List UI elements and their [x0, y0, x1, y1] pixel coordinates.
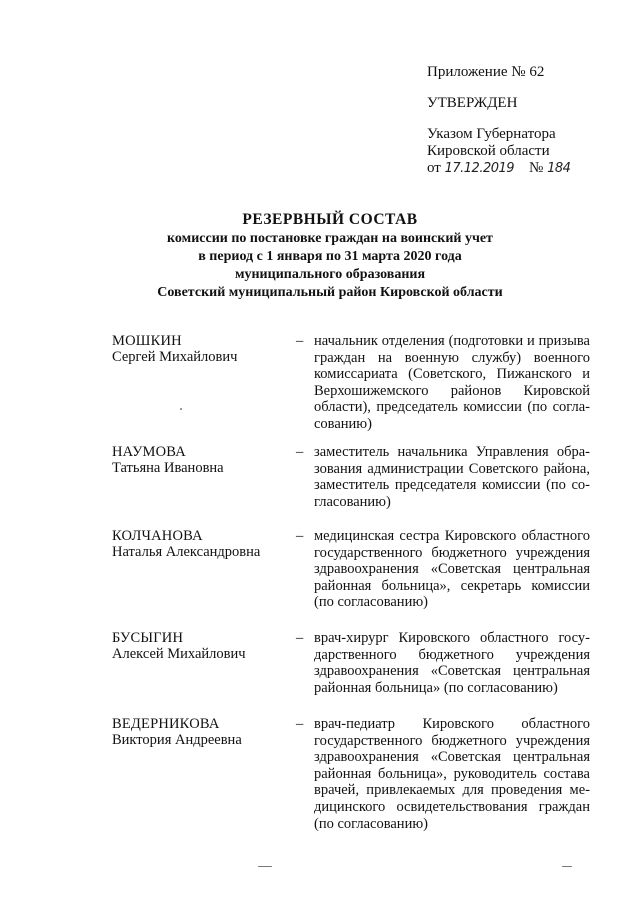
- scan-speck: [180, 408, 182, 410]
- member-role: заместитель начальника Управления образования администрации Советского района, заместитель председателя комиссии (по согласованию): [314, 444, 590, 510]
- entry-dash: –: [296, 444, 304, 460]
- title-main: РЕЗЕРВНЫЙ СОСТАВ: [242, 211, 418, 228]
- member-given-names: Татьяна Ивановна: [112, 460, 224, 476]
- date-prefix: от: [427, 160, 441, 176]
- member-given-names: Виктория Андреевна: [112, 732, 242, 748]
- member-role: врач-хирург Кировского областного государственного бюджетного учреждения здравоохранения «Советская центральная районная больница» (по согласованию): [314, 630, 590, 696]
- member-surname: НАУМОВА: [112, 444, 186, 460]
- approval-stamp-block: [427, 64, 627, 177]
- handwritten-number: 184: [547, 161, 571, 176]
- decree-issuer-line2: Кировской области: [427, 143, 550, 159]
- member-role: начальник отделения (подготовки и призыва граждан на военную службу) военного комиссариата (Советского, Пижанского и Верхошижемского районов Кировской области), председатель комиссии (по согласованию): [314, 333, 590, 432]
- appendix-number: Приложение № 62: [427, 64, 545, 80]
- decree-date-line: [427, 160, 627, 177]
- member-role: медицинская сестра Кировского областного государственного бюджетного учреждения здравоохранения «Советская центральная районная больница», секретарь комиссии (по согласованию): [314, 528, 590, 611]
- title-line-4: муниципального образования: [234, 267, 426, 282]
- title-line-2: комиссии по постановке граждан на воинский учет: [167, 231, 493, 246]
- member-name: [112, 333, 292, 365]
- member-given-names: Алексей Михайлович: [112, 646, 246, 662]
- member-role: врач-педиатр Кировского областного государственного бюджетного учреждения здравоохранения «Советская центральная районная больница», руководитель состава врачей, привлекаемых для проведения медицинского освидетельствования граждан (по согласованию): [314, 716, 590, 832]
- number-prefix: №: [529, 160, 544, 176]
- entry-dash: –: [296, 333, 304, 349]
- member-given-names: Сергей Михайлович: [112, 349, 238, 365]
- entry-dash: –: [296, 630, 304, 646]
- decree-issuer-line1: Указом Губернатора: [427, 126, 556, 142]
- member-surname: ВЕДЕРНИКОВА: [112, 716, 220, 732]
- title-line-5: Советский муниципальный район Кировской области: [157, 285, 503, 300]
- title-line-3: в период с 1 января по 31 марта 2020 года: [198, 249, 462, 264]
- entry-dash: –: [296, 716, 304, 732]
- member-name: [112, 630, 292, 662]
- entry-dash: –: [296, 528, 304, 544]
- member-surname: БУСЫГИН: [112, 630, 184, 646]
- scan-speck: [258, 866, 272, 867]
- member-name: [112, 528, 292, 560]
- member-name: [112, 444, 292, 476]
- member-given-names: Наталья Александровна: [112, 544, 261, 560]
- member-surname: МОШКИН: [112, 333, 182, 349]
- scan-speck: [562, 866, 572, 867]
- approved-label: УТВЕРЖДЕН: [427, 95, 518, 111]
- member-name: [112, 716, 292, 748]
- handwritten-date: 17.12.2019: [444, 161, 515, 176]
- document-title: [20, 210, 640, 302]
- member-surname: КОЛЧАНОВА: [112, 528, 203, 544]
